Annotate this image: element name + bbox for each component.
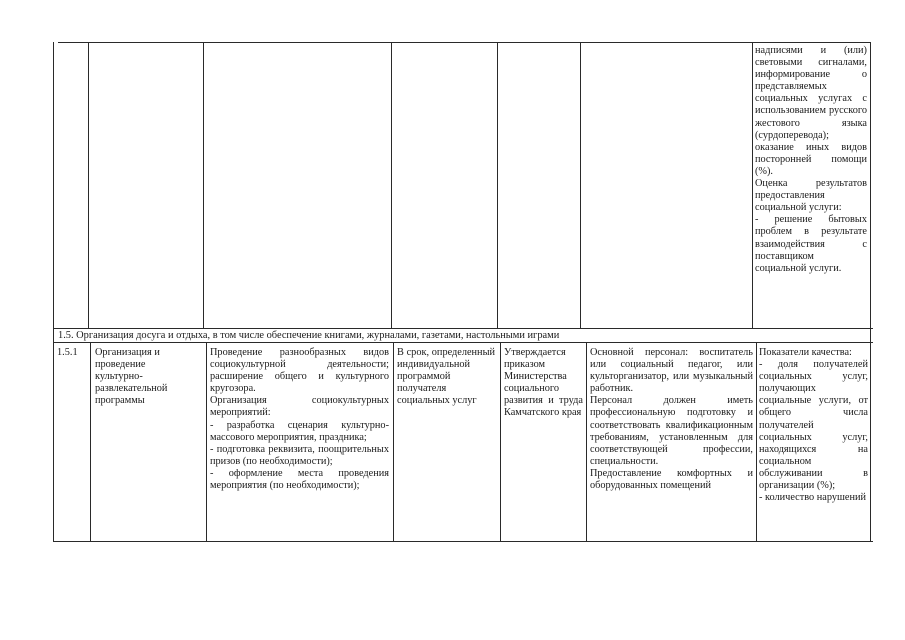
service-norm: Утверждается приказом Министерства социального развития и труда Камчатского края [504, 347, 583, 419]
column-divider-2b [206, 342, 207, 542]
column-divider-4b [500, 342, 501, 542]
table-top-border [58, 42, 870, 43]
table-right-border [870, 42, 871, 542]
column-divider-1b [90, 342, 91, 542]
quality-paragraph: Оценка результатов предоставления социальной услуги: [755, 178, 867, 214]
content-paragraph: Организация социокультурных мероприятий: [210, 395, 389, 419]
column-divider-6 [752, 42, 753, 329]
quality-cell-top [755, 45, 867, 275]
column-divider-5 [580, 42, 581, 329]
column-divider-4 [497, 42, 498, 329]
row-number: 1.5.1 [57, 347, 78, 358]
column-divider-5b [586, 342, 587, 542]
section-row-bottom-border [53, 342, 873, 343]
service-content [210, 347, 389, 492]
section-row-top-border [53, 328, 873, 329]
service-quality [759, 347, 868, 504]
quality-paragraph: - количество нарушений [759, 492, 867, 504]
column-divider-3b [393, 342, 394, 542]
quality-paragraph: - решение бытовых проблем в результате взаимодействия с поставщиком социальной услуги. [755, 214, 867, 274]
content-paragraph: - разработка сценария культурно-массового мероприятия, праздника; [210, 419, 389, 443]
column-divider-6b [756, 342, 757, 542]
section-title: 1.5. Организация досуга и отдыха, в том числе обеспечение книгами, журналами, газетами, настольными играми [58, 330, 560, 341]
column-divider-3 [391, 42, 392, 329]
service-name: Организация и проведение культурно-развлекательной программы [95, 347, 168, 407]
conditions-paragraph: Персонал должен иметь профессиональную подготовку и соответствовать квалификационным требованиям, установленным для соответствующей профессии, специальности. [590, 395, 753, 467]
quality-paragraph: Показатели качества: [759, 347, 852, 358]
content-paragraph: - оформление места проведения мероприятия (по необходимости); [210, 467, 389, 492]
quality-paragraph: надписями и (или) световыми сигналами, информирование о представляемых социальных услугах с использованием русского жестового языка (сурдоперевода); оказание иных видов посторонней помощи (%). [755, 45, 867, 177]
service-term: В срок, определенный индивидуальной программой получателя социальных услуг [397, 347, 495, 407]
content-paragraph: - подготовка реквизита, поощрительных призов (по необходимости); [210, 443, 389, 467]
column-divider-1 [88, 42, 89, 329]
service-conditions [590, 347, 753, 492]
table-bottom-border [53, 541, 873, 542]
quality-paragraph: - доля получателей социальных услуг, получающих социальные услуги, от общего числа получателей социальных услуг, находящихся на социальном обслуживании в организации (%); [759, 359, 868, 492]
conditions-paragraph: Основной персонал: воспитатель или социальный педагог, или культорганизатор, или музыкальный работник. [590, 347, 753, 395]
conditions-paragraph: Предоставление комфортных и оборудованных помещений [590, 467, 753, 492]
column-divider-2 [203, 42, 204, 329]
table-left-border [53, 42, 54, 542]
content-paragraph: Проведение разнообразных видов социокультурной деятельности; расширение общего и культурного кругозора. [210, 347, 389, 395]
